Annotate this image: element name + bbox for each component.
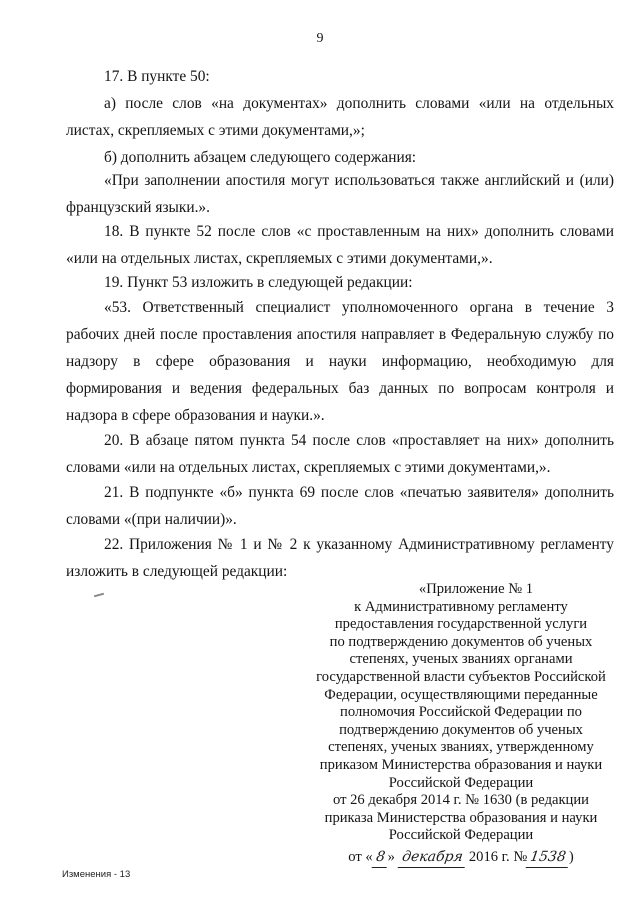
paragraph-22: 22. Приложения № 1 и № 2 к указанному Административному регламенту изложить в следующей редакции: — [66, 536, 614, 580]
appendix-line: Российской Федерации — [388, 774, 534, 791]
appendix-line: степенях, ученых званиях органами — [349, 651, 573, 668]
date-prefix: от « — [348, 848, 373, 865]
footer-note: Изменения - 13 — [62, 869, 131, 880]
appendix-line: Федерации, осуществляющими переданные — [324, 686, 598, 703]
page-number: 9 — [316, 31, 324, 46]
appendix-line: к Административному регламенту — [354, 598, 568, 615]
order-number-handwritten: 1538 — [526, 849, 570, 868]
date-month-handwritten: декабря — [397, 849, 466, 868]
paragraph-20: 20. В абзаце пятом пункта 54 после слов «проставляет на них» дополнить словами «или на отдельных листах, скрепляемых с этими документами,». — [66, 432, 614, 476]
appendix-line: полномочия Российской Федерации по — [340, 704, 582, 721]
date-suffix: ) — [568, 848, 574, 865]
paragraph-17: 17. В пункте 50: — [104, 68, 210, 85]
appendix-header — [306, 581, 616, 868]
stray-mark — [94, 593, 104, 598]
appendix-line: приказа Министерства образования и науки — [324, 809, 598, 826]
paragraph-53-text: «53. Ответственный специалист уполномоченного органа в течение 3 рабочих дней после проставления апостиля направляет в Федеральную службу по надзору в сфере образования и науки информацию, необходимую для формирования и ведения федеральных баз данных по вопросам контроля и надзора в сфере образования и науки.». — [66, 299, 614, 424]
paragraph-17b: б) дополнить абзацем следующего содержания: — [104, 149, 417, 166]
paragraph-17a: а) после слов «на документах» дополнить словами «или на отдельных листах, скрепляемых с этими документами,»; — [66, 95, 614, 139]
appendix-line: от 26 декабря 2014 г. № 1630 (в редакции — [333, 792, 589, 809]
appendix-line: степенях, ученых званиях, утвержденному — [328, 739, 594, 756]
paragraph-17b-quote: «При заполнении апостиля могут использоваться также английский и (или) французский языки.». — [66, 172, 614, 216]
appendix-line: «Приложение № 1 — [418, 581, 534, 597]
appendix-line: государственной власти субъектов Российской — [316, 668, 606, 685]
date-separator: » — [387, 848, 395, 865]
paragraph-21: 21. В подпункте «б» пункта 69 после слов «печатью заявителя» дополнить словами «(при наличии)». — [66, 484, 614, 528]
date-year: 2016 г. № — [468, 848, 528, 865]
appendix-line: Российской Федерации — [388, 827, 534, 844]
paragraph-19: 19. Пункт 53 изложить в следующей редакции: — [104, 274, 413, 291]
date-day-handwritten: 8 — [371, 849, 389, 868]
paragraph-18: 18. В пункте 52 после слов «с проставленным на них» дополнить словами «или на отдельных листах, скрепляемых с этими документами,». — [66, 223, 614, 267]
appendix-line: подтверждению документов об ученых — [339, 721, 583, 738]
appendix-date-line — [306, 849, 616, 868]
appendix-line: предоставления государственной услуги — [334, 616, 588, 633]
appendix-line: приказом Министерства образования и науки — [319, 756, 603, 773]
appendix-line: по подтверждению документов об ученых — [329, 633, 593, 650]
